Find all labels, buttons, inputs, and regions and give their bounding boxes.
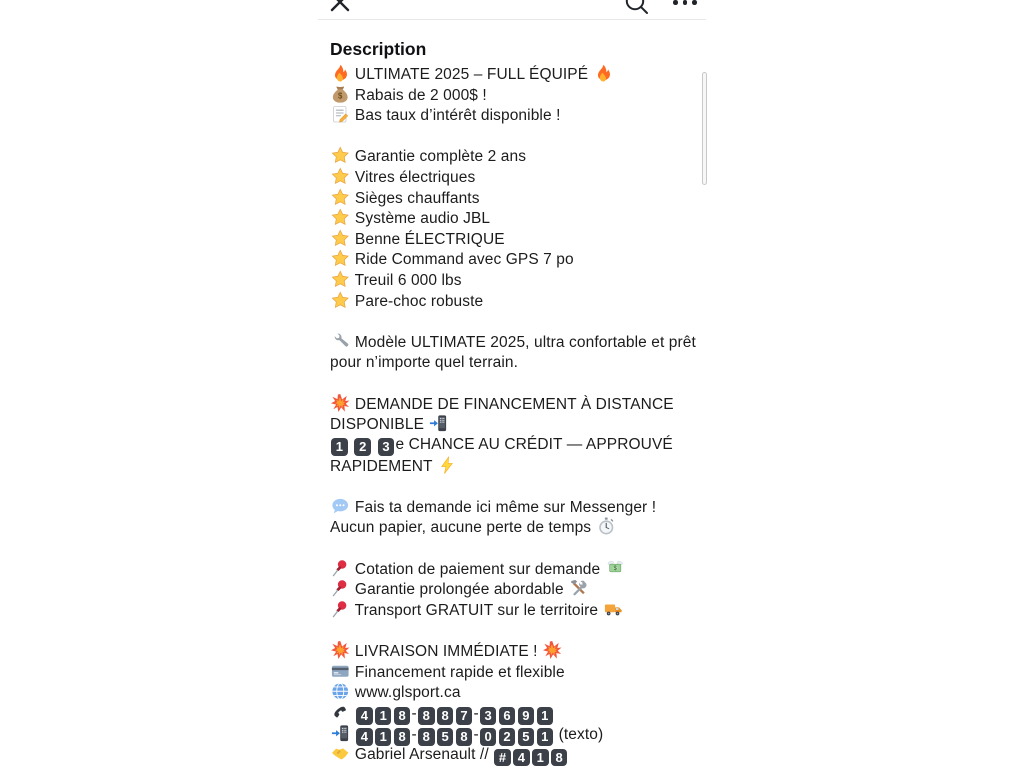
truck-icon xyxy=(604,600,623,619)
credit-card-icon xyxy=(331,662,350,681)
star-icon xyxy=(331,208,350,227)
description-line: DISPONIBLE xyxy=(330,414,696,435)
pushpin-icon xyxy=(331,579,350,598)
description-line xyxy=(330,538,696,559)
close-icon xyxy=(329,0,351,17)
description-line: Garantie complète 2 ans xyxy=(330,146,696,167)
phone-arrow-icon xyxy=(331,724,350,743)
pushpin-icon xyxy=(331,559,350,578)
svg-text:$: $ xyxy=(613,565,617,572)
description-line: Benne ÉLECTRIQUE xyxy=(330,229,696,250)
description-line: $ Rabais de 2 000$ ! xyxy=(330,85,696,106)
description-line: Gabriel Arsenault // # 4 1 8 xyxy=(330,744,696,765)
description-line: Modèle ULTIMATE 2025, ultra confortable et prêt xyxy=(330,332,696,353)
keycap-digit: 8 xyxy=(394,728,411,746)
description-line: Aucun papier, aucune perte de temps xyxy=(330,517,696,538)
keycap-digit: 1 xyxy=(375,728,392,746)
collision-icon xyxy=(331,641,350,660)
description-line: pour n’importe quel terrain. xyxy=(330,353,519,371)
keycap-digit: 8 xyxy=(437,707,454,725)
description-line: www.glsport.ca xyxy=(330,682,696,703)
globe-icon xyxy=(331,682,350,701)
toolbar-divider xyxy=(318,19,706,20)
description-line: Financement rapide et flexible xyxy=(330,662,696,683)
pushpin-icon xyxy=(331,600,350,619)
close-button[interactable] xyxy=(329,0,351,13)
keycap-digit: 1 xyxy=(537,707,554,725)
keycap-digit: 4 xyxy=(356,707,373,725)
star-icon xyxy=(331,167,350,186)
section-title: Description xyxy=(330,39,427,59)
description-line: Pare-choc robuste xyxy=(330,291,696,312)
description-line xyxy=(330,476,696,497)
keycap-digit: 2 xyxy=(354,438,371,456)
phone-arrow-icon xyxy=(429,414,448,433)
keycap-digit: 5 xyxy=(437,728,454,746)
keycap-digit: 0 xyxy=(480,728,497,746)
speech-balloon-icon xyxy=(331,497,350,516)
svg-text:$: $ xyxy=(338,91,343,101)
star-icon xyxy=(331,270,350,289)
toolbar xyxy=(318,0,706,19)
keycap-digit: 5 xyxy=(518,728,535,746)
keycap-digit: 1 xyxy=(375,707,392,725)
keycap-digit: 9 xyxy=(518,707,535,725)
hammer-wrench-icon xyxy=(569,579,588,598)
fire-icon xyxy=(331,64,350,83)
search-icon xyxy=(624,3,650,20)
keycap-digit: 8 xyxy=(456,728,473,746)
star-icon xyxy=(331,291,350,310)
keycap-digit: 1 xyxy=(537,728,554,746)
description-line xyxy=(330,126,696,147)
lightning-icon xyxy=(438,456,457,475)
money-wings-icon xyxy=(606,559,625,578)
keycap-digit: # xyxy=(494,749,511,767)
description-line: 4 1 8 - 8 5 8 - 0 2 5 1 (texto) xyxy=(330,724,696,745)
description-line: Ride Command avec GPS 7 po xyxy=(330,249,696,270)
phone-receiver-icon xyxy=(331,703,350,722)
description-line: Sièges chauffants xyxy=(330,188,696,209)
description-line: Cotation de paiement sur demande $ xyxy=(330,559,696,580)
keycap-digit: 4 xyxy=(356,728,373,746)
star-icon xyxy=(331,146,350,165)
description-line: 4 1 8 - 8 8 7 - 3 6 9 1 xyxy=(330,703,696,724)
keycap-digit: 7 xyxy=(456,707,473,725)
star-icon xyxy=(331,229,350,248)
collision-icon xyxy=(331,394,350,413)
keycap-digit: 2 xyxy=(499,728,516,746)
collision-icon xyxy=(543,641,562,660)
star-icon xyxy=(331,249,350,268)
description-text xyxy=(330,64,696,765)
description-line: Système audio JBL xyxy=(330,208,696,229)
keycap-digit: 8 xyxy=(551,749,568,767)
keycap-digit: 1 xyxy=(532,749,549,767)
fire-icon xyxy=(594,64,613,83)
handshake-icon xyxy=(331,744,350,763)
description-line xyxy=(330,311,696,332)
wrench-icon xyxy=(331,332,350,351)
stopwatch-icon xyxy=(597,517,616,536)
keycap-digit: 3 xyxy=(378,438,395,456)
keycap-digit: 4 xyxy=(513,749,530,767)
keycap-digit: 1 xyxy=(331,438,348,456)
description-line: RAPIDEMENT xyxy=(330,456,696,477)
memo-icon xyxy=(331,105,350,124)
description-line: Transport GRATUIT sur le territoire xyxy=(330,600,696,621)
description-line: Vitres électriques xyxy=(330,167,696,188)
scrollbar-thumb[interactable] xyxy=(702,72,707,185)
description-line: Garantie prolongée abordable xyxy=(330,579,696,600)
keycap-digit: 8 xyxy=(394,707,411,725)
description-line: DEMANDE DE FINANCEMENT À DISTANCE xyxy=(330,394,696,415)
description-line: Bas taux d’intérêt disponible ! xyxy=(330,105,696,126)
keycap-digit: 3 xyxy=(480,707,497,725)
description-line: LIVRAISON IMMÉDIATE ! xyxy=(330,641,696,662)
search-button[interactable] xyxy=(624,0,650,16)
description-line xyxy=(330,620,696,641)
keycap-digit: 8 xyxy=(418,707,435,725)
description-line xyxy=(330,373,696,394)
keycap-digit: 6 xyxy=(499,707,516,725)
description-line: 1 2 3 e CHANCE AU CRÉDIT — APPROUVÉ xyxy=(330,435,696,456)
listing-description-panel xyxy=(318,0,706,768)
description-line: Fais ta demande ici même sur Messenger ! xyxy=(330,497,696,518)
description-line: ULTIMATE 2025 – FULL ÉQUIPÉ xyxy=(330,64,696,85)
money-bag-icon xyxy=(331,85,350,104)
star-icon xyxy=(331,188,350,207)
more-options-button[interactable] xyxy=(673,0,699,6)
description-line: Treuil 6 000 lbs xyxy=(330,270,696,291)
keycap-digit: 8 xyxy=(418,728,435,746)
